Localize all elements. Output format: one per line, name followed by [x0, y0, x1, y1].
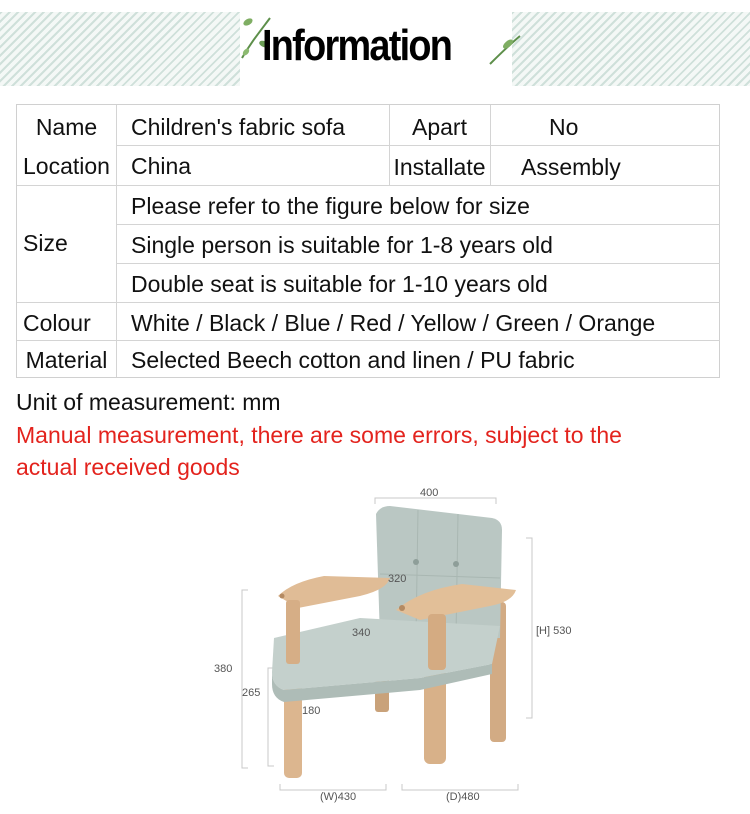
- dim-leg-height: 180: [302, 705, 321, 717]
- unit-note: Unit of measurement: mm: [16, 389, 281, 415]
- chair-arm-post: [428, 614, 446, 670]
- chair-arm-post: [286, 600, 300, 664]
- size-row: Double seat is suitable for 1-10 years old: [131, 271, 548, 297]
- leaf-icon: [486, 30, 526, 70]
- banner-stripes-left: [0, 12, 240, 86]
- size-row: Single person is suitable for 1-8 years old: [131, 232, 553, 258]
- size-row: Please refer to the figure below for size: [131, 193, 530, 219]
- header-banner: [0, 0, 750, 92]
- dim-seat-depth: 340: [352, 627, 371, 639]
- dim-top-width: 400: [420, 487, 439, 499]
- material-value: Selected Beech cotton and linen / PU fabric: [131, 347, 575, 373]
- table-divider: [17, 302, 720, 303]
- dim-back-height: 320: [388, 573, 407, 585]
- dim-seat-height: 265: [242, 687, 261, 699]
- location-value: China: [131, 153, 192, 179]
- screw-dot: [399, 605, 405, 611]
- table-divider: [116, 224, 720, 225]
- info-table: [16, 104, 720, 378]
- table-divider: [116, 145, 720, 146]
- colour-value: White / Black / Blue / Red / Yellow / Green / Orange: [131, 310, 656, 336]
- dim-depth: (D)480: [446, 791, 480, 803]
- warning-note: actual received goods: [16, 454, 240, 480]
- table-divider: [17, 185, 720, 186]
- banner-stripes-right: [512, 12, 750, 86]
- apart-label: Apart: [412, 114, 467, 140]
- name-label: Name: [35, 114, 98, 140]
- dim-arm-height: 380: [214, 663, 233, 675]
- dim-width: (W)430: [320, 791, 357, 803]
- dim-total-height: [H] 530: [536, 625, 572, 637]
- table-divider: [116, 263, 720, 264]
- material-label: Material: [25, 347, 108, 373]
- page-title: Information: [262, 21, 452, 70]
- apart-value: No: [549, 114, 579, 140]
- chair-dimension-figure: [200, 478, 590, 808]
- install-value: Assembly: [521, 154, 621, 180]
- install-label: Installate: [393, 154, 486, 180]
- size-label: Size: [23, 230, 68, 256]
- location-label: Location: [23, 153, 110, 179]
- warning-note: Manual measurement, there are some errors, subject to the: [16, 422, 622, 448]
- name-value: Children's fabric sofa: [131, 114, 346, 140]
- colour-label: Colour: [23, 310, 91, 336]
- screw-dot: [280, 594, 285, 599]
